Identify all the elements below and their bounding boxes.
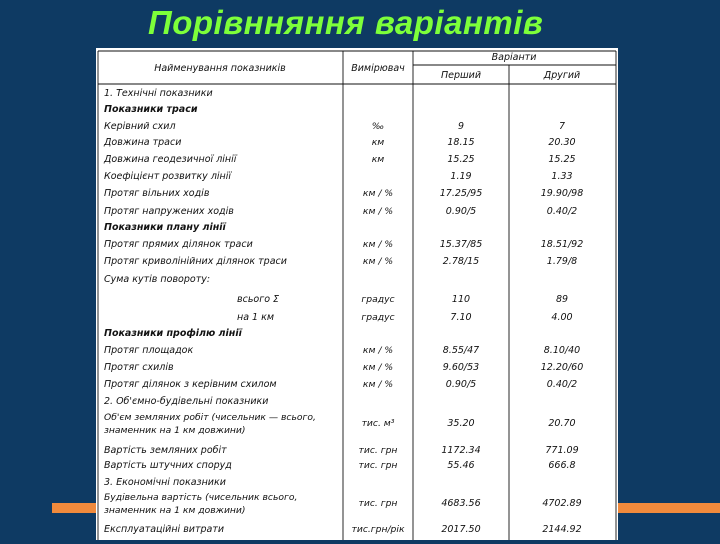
row-unit: км / %: [362, 188, 394, 199]
row-value-second: 4702.89: [542, 498, 582, 509]
row-value-first: 0.90/5: [445, 206, 477, 217]
header-second: Другий: [543, 70, 581, 81]
row-name: Довжина геодезичної лінії: [104, 154, 237, 165]
row-name: Показники траси: [104, 104, 198, 115]
row-name: Сума кутів повороту:: [104, 274, 211, 285]
row-name: Керівний схил: [104, 121, 176, 132]
row-name: Протяг напружених ходів: [104, 206, 234, 217]
row-value-first: 110: [451, 294, 471, 305]
row-unit: тис. грн: [358, 445, 398, 456]
row-name: Експлуатаційні витрати: [104, 524, 225, 535]
row-name: на 1 км: [237, 312, 275, 323]
row-value-second: 8.10/40: [543, 345, 581, 356]
row-name: Вартість земляних робіт: [104, 445, 227, 456]
row-name: Показники плану лінії: [104, 222, 226, 233]
row-name: 3. Економічні показники: [104, 477, 226, 488]
row-name: Протяг ділянок з керівним схилом: [104, 379, 277, 390]
row-value-second: 771.09: [545, 445, 579, 456]
row-unit: км: [371, 137, 385, 148]
row-value-first: 2017.50: [441, 524, 481, 535]
row-name: 2. Об'ємно-будівельні показники: [104, 396, 269, 407]
row-unit: км / %: [362, 345, 394, 356]
accent-bar-left: [52, 503, 96, 513]
comparison-table: [96, 48, 618, 540]
row-unit: км / %: [362, 239, 394, 250]
row-value-first: 17.25/95: [439, 188, 483, 199]
row-value-first: 4683.56: [441, 498, 481, 509]
row-value-first: 1.19: [450, 171, 472, 182]
row-unit: градус: [361, 312, 395, 323]
row-value-second: 15.25: [548, 154, 576, 165]
row-name: Протяг вільних ходів: [104, 188, 210, 199]
row-value-second: 7: [558, 121, 566, 132]
row-name: Протяг криволінійних ділянок траси: [104, 256, 287, 267]
row-value-first: 1172.34: [441, 445, 481, 456]
accent-bar-right: [618, 503, 720, 513]
row-value-first: 9: [457, 121, 465, 132]
page-title: Порівнняння варіантів: [148, 4, 544, 41]
row-name: Протяг прямих ділянок траси: [104, 239, 253, 250]
row-value-first: 9.60/53: [442, 362, 480, 373]
row-unit: градус: [361, 294, 395, 305]
header-unit: Вимірювач: [351, 63, 405, 74]
row-unit: км / %: [362, 379, 394, 390]
row-value-first: 18.15: [447, 137, 475, 148]
row-unit: км / %: [362, 362, 394, 373]
row-value-second: 4.00: [551, 312, 573, 323]
row-name: 1. Технічні показники: [104, 88, 213, 99]
row-unit: ‰: [371, 121, 385, 132]
row-name: Протяг площадок: [104, 345, 194, 356]
row-value-second: 20.30: [548, 137, 576, 148]
row-unit: тис. м³: [361, 418, 395, 429]
row-name: всього Σ: [237, 294, 280, 305]
row-value-first: 15.37/85: [439, 239, 483, 250]
row-name: Вартість штучних споруд: [104, 460, 232, 471]
row-name: Показники профілю лінії: [104, 328, 242, 339]
row-unit: км / %: [362, 206, 394, 217]
row-value-second: 666.8: [548, 460, 576, 471]
row-name-wrapped: Об'єм земляних робіт (чисельник — всього, знаменник на 1 км довжини): [104, 412, 316, 436]
row-name: Довжина траси: [104, 137, 182, 148]
row-unit: км / %: [362, 256, 394, 267]
row-value-second: 1.79/8: [546, 256, 578, 267]
header-first: Перший: [440, 70, 482, 81]
row-value-first: 55.46: [447, 460, 475, 471]
header-variants: Варіанти: [491, 52, 537, 63]
row-value-first: 15.25: [447, 154, 475, 165]
row-name: Протяг схилів: [104, 362, 174, 373]
comparison-sheet: [96, 48, 618, 540]
row-value-second: 19.90/98: [540, 188, 584, 199]
row-value-first: 35.20: [447, 418, 475, 429]
row-value-first: 8.55/47: [442, 345, 480, 356]
header-name: Найменування показників: [154, 63, 286, 74]
row-unit: тис. грн: [358, 460, 398, 471]
row-name: Коефіцієнт розвитку лінії: [104, 171, 232, 182]
row-value-first: 0.90/5: [445, 379, 477, 390]
row-value-second: 20.70: [548, 418, 576, 429]
row-name-wrapped: Будівельна вартість (чисельник всього, знаменник на 1 км довжини): [104, 492, 298, 516]
row-unit: км: [371, 154, 385, 165]
row-value-second: 0.40/2: [546, 206, 578, 217]
row-unit: тис.грн/рік: [351, 524, 405, 535]
row-value-second: 12.20/60: [540, 362, 584, 373]
row-value-second: 89: [555, 294, 569, 305]
row-value-first: 7.10: [450, 312, 472, 323]
row-value-second: 18.51/92: [540, 239, 584, 250]
row-value-first: 2.78/15: [442, 256, 480, 267]
row-value-second: 1.33: [551, 171, 573, 182]
row-unit: тис. грн: [358, 498, 398, 509]
row-value-second: 2144.92: [542, 524, 582, 535]
row-value-second: 0.40/2: [546, 379, 578, 390]
